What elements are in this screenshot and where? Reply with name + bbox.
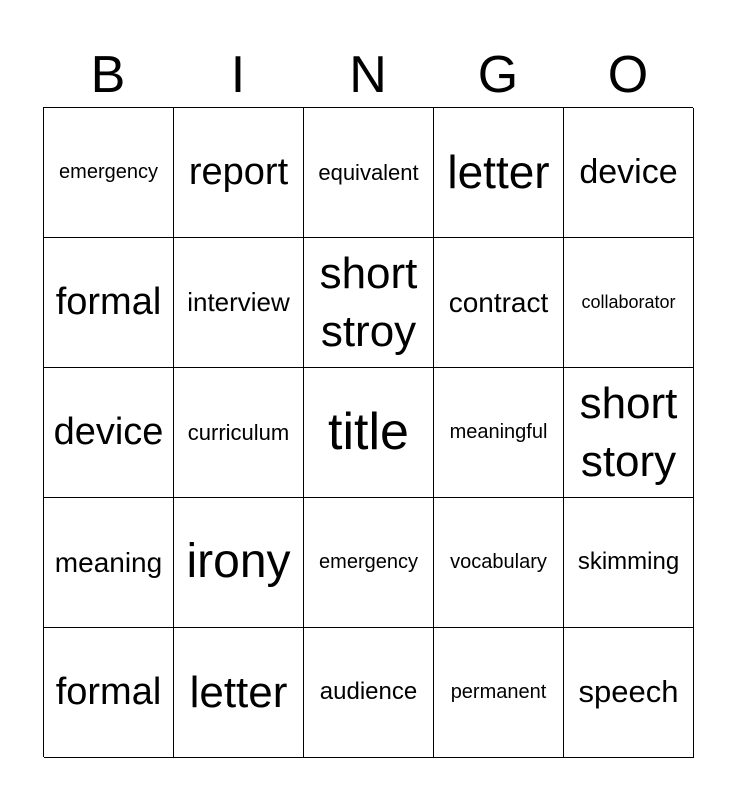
bingo-cell-r5-c3[interactable] [304,628,434,758]
cell-word: contract [448,286,549,318]
bingo-cell-r4-c2[interactable] [174,498,304,628]
cell-word: equivalent [318,159,419,185]
bingo-cell-r5-c5[interactable] [564,628,694,758]
cell-word: emergency [59,160,158,183]
bingo-cell-r3-c3[interactable] [304,368,434,498]
header-letter-b: B [90,46,126,104]
bingo-cell-r2-c2[interactable] [174,238,304,368]
bingo-cell-r1-c3[interactable] [304,108,434,238]
cell-word: device [53,411,164,454]
bingo-cell-r2-c5[interactable] [564,238,694,368]
cell-word: curriculum [187,419,290,445]
bingo-cell-r3-c2[interactable] [174,368,304,498]
cell-word: formal [55,281,162,324]
bingo-cell-r5-c4[interactable] [434,628,564,758]
bingo-cell-r1-c5[interactable] [564,108,694,238]
bingo-cell-r5-c2[interactable] [174,628,304,758]
cell-word: audience [319,678,418,706]
bingo-header [43,42,693,108]
cell-word: letter [189,667,288,717]
cell-word: short story [579,379,678,486]
cell-word: speech [578,674,679,710]
cell-word: title [328,402,409,461]
header-letter-g: G [477,46,519,104]
cell-word: emergency [319,550,418,573]
cell-word: device [579,153,678,192]
cell-word: irony [186,535,291,589]
header-letter-n: N [349,46,387,104]
cell-word: vocabulary [450,550,547,573]
bingo-cell-r5-c1[interactable] [44,628,174,758]
bingo-cell-r3-c5[interactable] [564,368,694,498]
bingo-cell-r2-c1[interactable] [44,238,174,368]
cell-word: report [188,151,289,194]
bingo-cell-r3-c1[interactable] [44,368,174,498]
bingo-cell-r4-c1[interactable] [44,498,174,628]
bingo-cell-r2-c4[interactable] [434,238,564,368]
cell-word: formal [55,671,162,714]
cell-word: meaning [54,546,163,578]
header-letter-i: I [230,46,246,104]
cell-word: meaningful [449,420,548,443]
bingo-board [43,107,693,757]
cell-word: permanent [450,680,547,703]
cell-word: skimming [577,548,680,576]
header-letter-o: O [607,46,649,104]
bingo-cell-r1-c4[interactable] [434,108,564,238]
bingo-cell-r4-c5[interactable] [564,498,694,628]
bingo-cell-r4-c3[interactable] [304,498,434,628]
bingo-cell-r2-c3[interactable] [304,238,434,368]
bingo-cell-r3-c4[interactable] [434,368,564,498]
cell-word: short stroy [319,249,418,356]
cell-word: letter [447,146,550,199]
cell-word: interview [187,287,290,318]
cell-word: collaborator [581,291,676,312]
bingo-cell-r4-c4[interactable] [434,498,564,628]
bingo-cell-r1-c2[interactable] [174,108,304,238]
bingo-cell-r1-c1[interactable] [44,108,174,238]
